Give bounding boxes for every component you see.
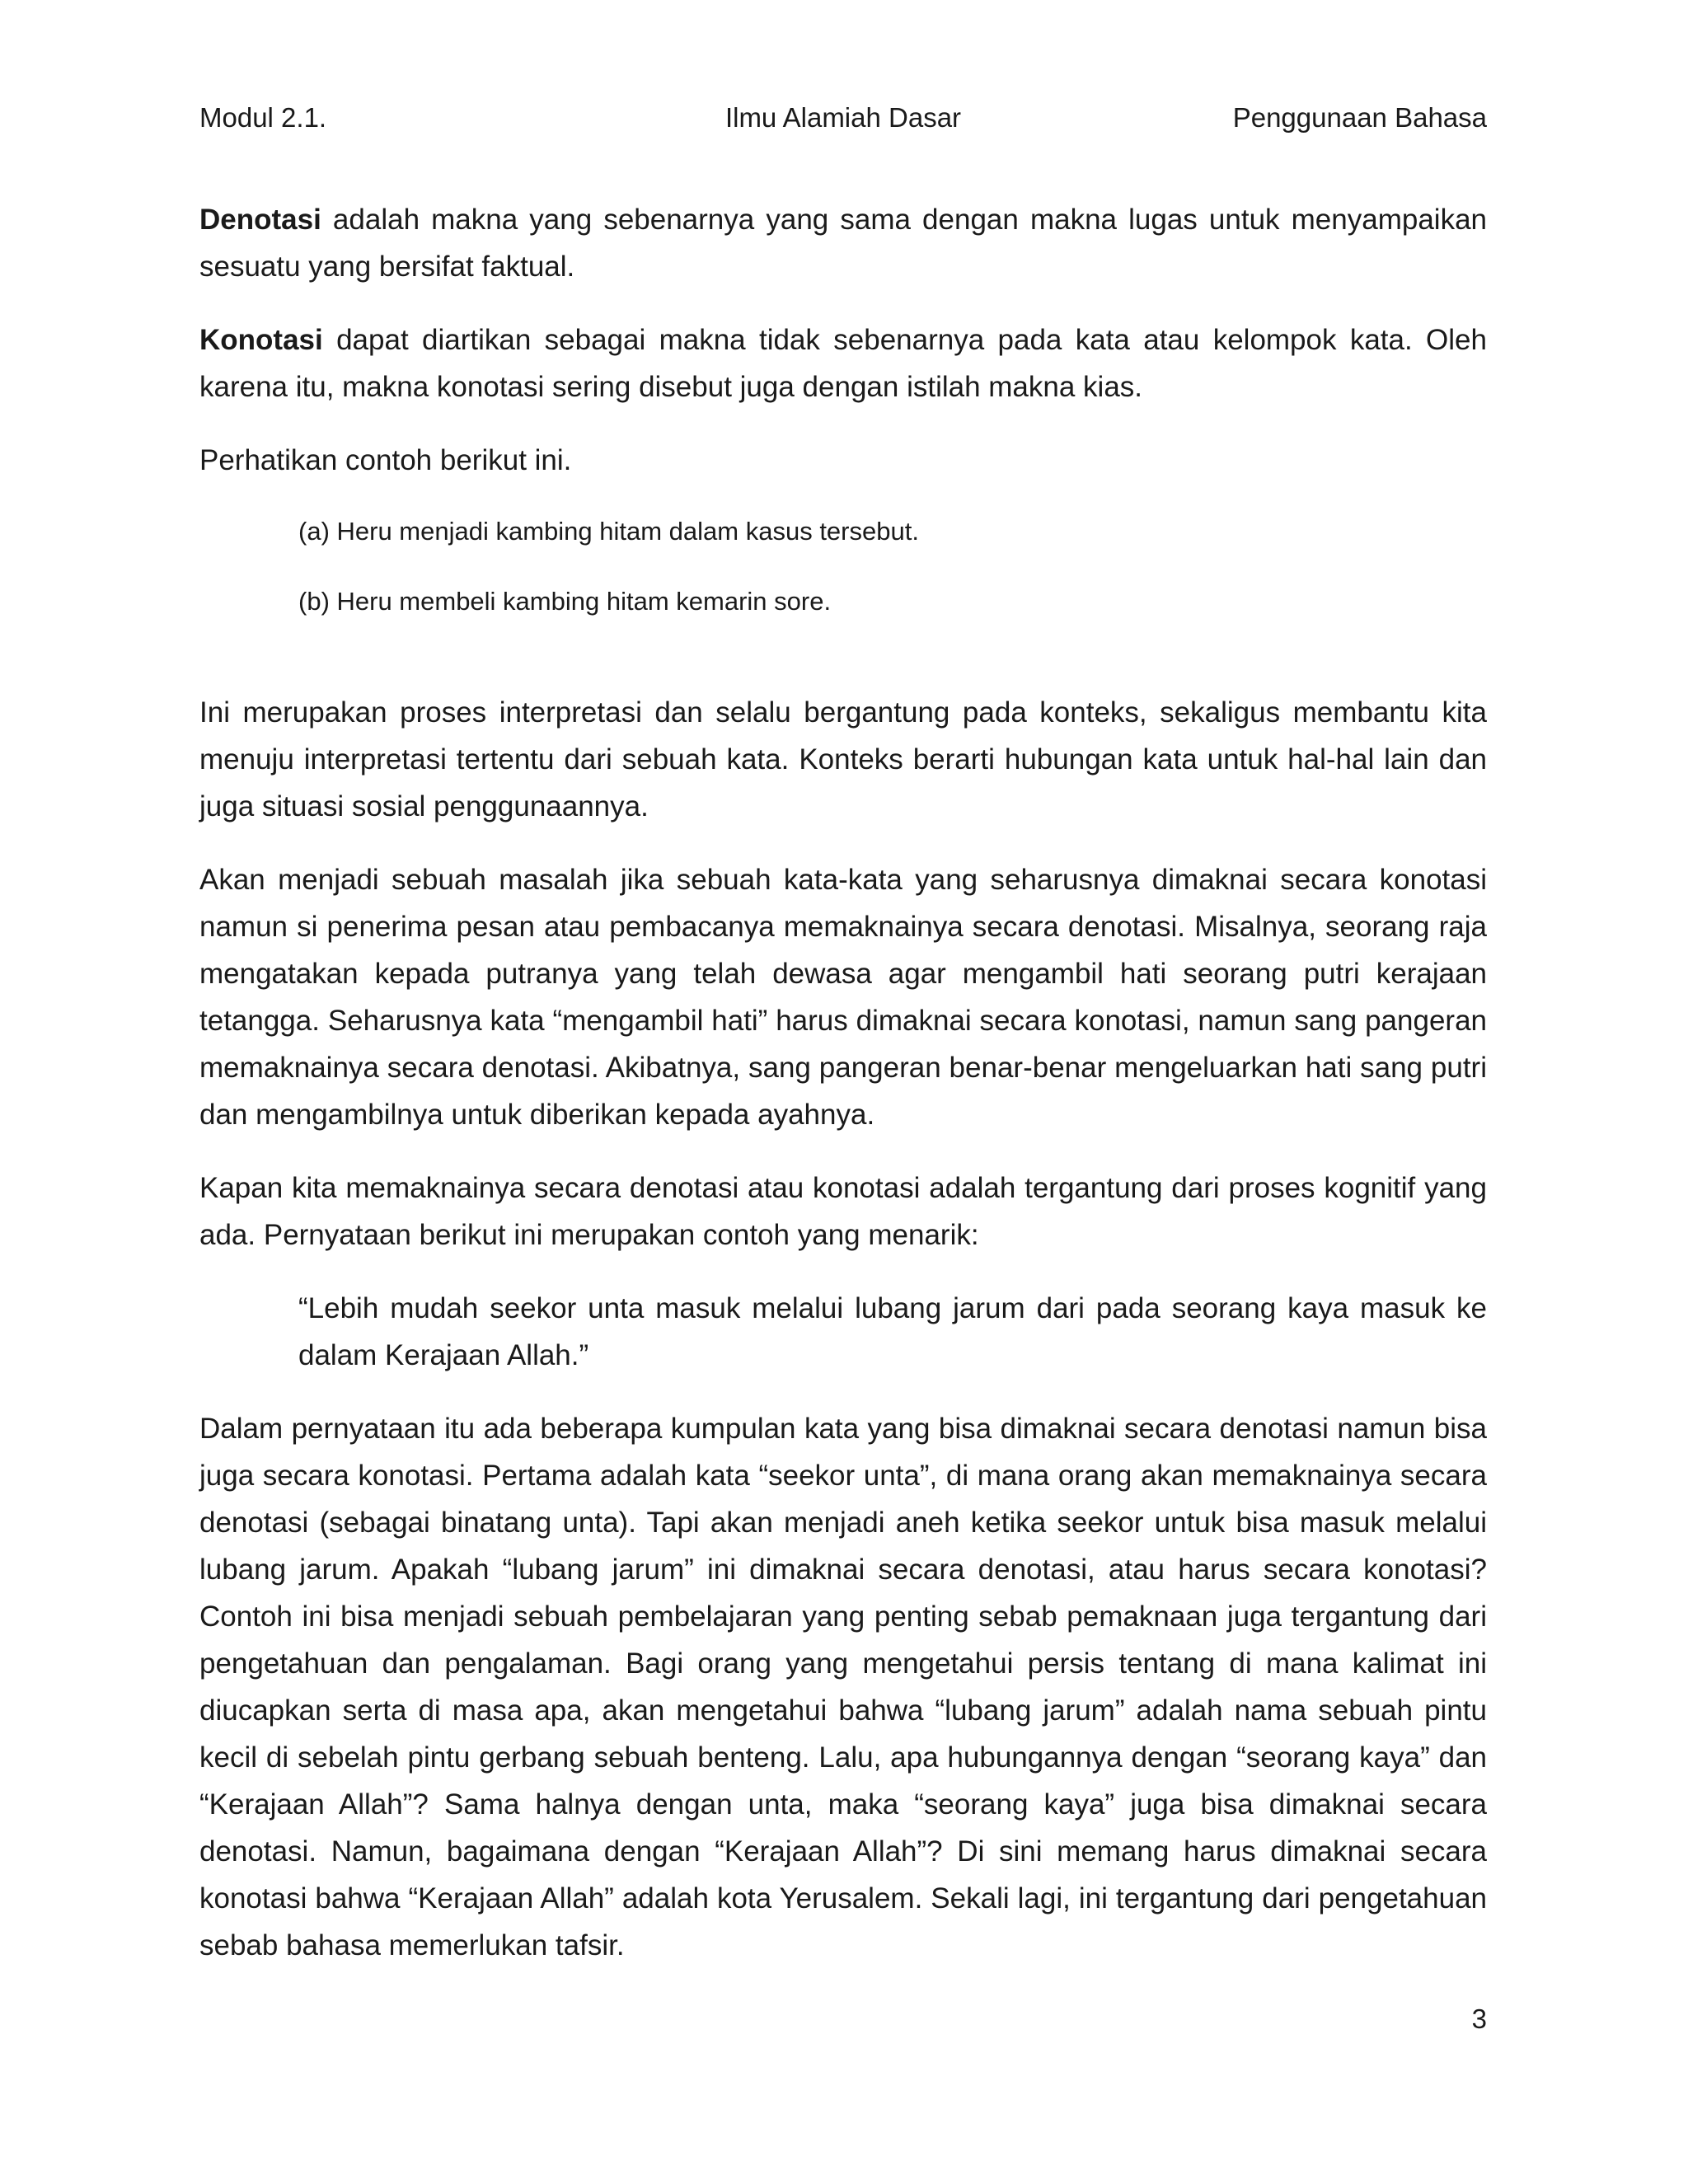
header-course-title: Ilmu Alamiah Dasar: [724, 102, 962, 133]
document-page: [199, 0, 1487, 2184]
header-topic: Penggunaan Bahasa: [1232, 102, 1487, 133]
example-b: (b) Heru membeli kambing hitam kemarin sore.: [298, 587, 832, 616]
paragraph-dalam: Dalam pernyataan itu ada beberapa kumpulan kata yang bisa dimaknai secara denotasi namun bisa juga secara konotasi. Pertama adalah kata “seekor unta”, di mana orang akan memaknainya secara denotasi (sebagai binatang unta). Tapi akan menjadi aneh ketika seekor untuk bisa masuk melalui lubang jarum. Apakah “lubang jarum” ini dimaknai secara denotasi, atau harus secara konotasi? Contoh ini bisa menjadi sebuah pembelajaran yang penting sebab pemaknaan juga tergantung dari pengetahuan dan pengalaman. Bagi orang yang mengetahui persis tentang di mana kalimat ini diucapkan serta di masa apa, akan mengetahui bahwa “lubang jarum” adalah nama sebuah pintu kecil di sebelah pintu gerbang sebuah benteng. Lalu, apa hubungannya dengan “seorang kaya” dan “Kerajaan Allah”? Sama halnya dengan unta, maka “seorang kaya” juga bisa dimaknai secara denotasi. Namun, bagaimana dengan “Kerajaan Allah”? Di sini memang harus dimaknai secara konotasi bahwa “Kerajaan Allah” adalah kota Yerusalem. Sekali lagi, ini tergantung dari pengetahuan sebab bahasa memerlukan tafsir.: [199, 1413, 1487, 1961]
definition-konotasi: dapat diartikan sebagai makna tidak sebenarnya pada kata atau kelompok kata. Oleh karena itu, makna konotasi sering disebut juga dengan istilah makna kias.: [199, 324, 1487, 403]
page-body: [199, 196, 1487, 1995]
block-quote: “Lebih mudah seekor unta masuk melalui lubang jarum dari pada seorang kaya masuk ke dalam Kerajaan Allah.”: [298, 1292, 1487, 1371]
paragraph-denotasi: [199, 196, 1487, 290]
header-module: Modul 2.1.: [199, 102, 327, 133]
example-a: (a) Heru menjadi kambing hitam dalam kasus tersebut.: [298, 517, 919, 546]
term-denotasi: Denotasi: [199, 204, 321, 236]
paragraph-konotasi: [199, 316, 1487, 410]
definition-denotasi: adalah makna yang sebenarnya yang sama dengan makna lugas untuk menyampaikan sesuatu yang bersifat faktual.: [199, 204, 1487, 283]
page-header: [199, 97, 1487, 138]
page-number: 3: [1471, 2004, 1487, 2034]
paragraph-kapan: Kapan kita memaknainya secara denotasi atau konotasi adalah tergantung dari proses kognitif yang ada. Pernyataan berikut ini merupakan contoh yang menarik:: [199, 1172, 1487, 1251]
term-konotasi: Konotasi: [199, 324, 323, 356]
paragraph-interpretasi: Ini merupakan proses interpretasi dan selalu bergantung pada konteks, sekaligus membantu kita menuju interpretasi tertentu dari sebuah kata. Konteks berarti hubungan kata untuk hal-hal lain dan juga situasi sosial penggunaannya.: [199, 696, 1487, 823]
paragraph-perhatikan: Perhatikan contoh berikut ini.: [199, 444, 572, 476]
paragraph-masalah: Akan menjadi sebuah masalah jika sebuah kata-kata yang seharusnya dimaknai secara konotasi namun si penerima pesan atau pembacanya memaknainya secara denotasi. Misalnya, seorang raja mengatakan kepada putranya yang telah dewasa agar mengambil hati seorang putri kerajaan tetangga. Seharusnya kata “mengambil hati” harus dimaknai secara konotasi, namun sang pangeran memaknainya secara denotasi. Akibatnya, sang pangeran benar-benar mengeluarkan hati sang putri dan mengambilnya untuk diberikan kepada ayahnya.: [199, 864, 1487, 1131]
